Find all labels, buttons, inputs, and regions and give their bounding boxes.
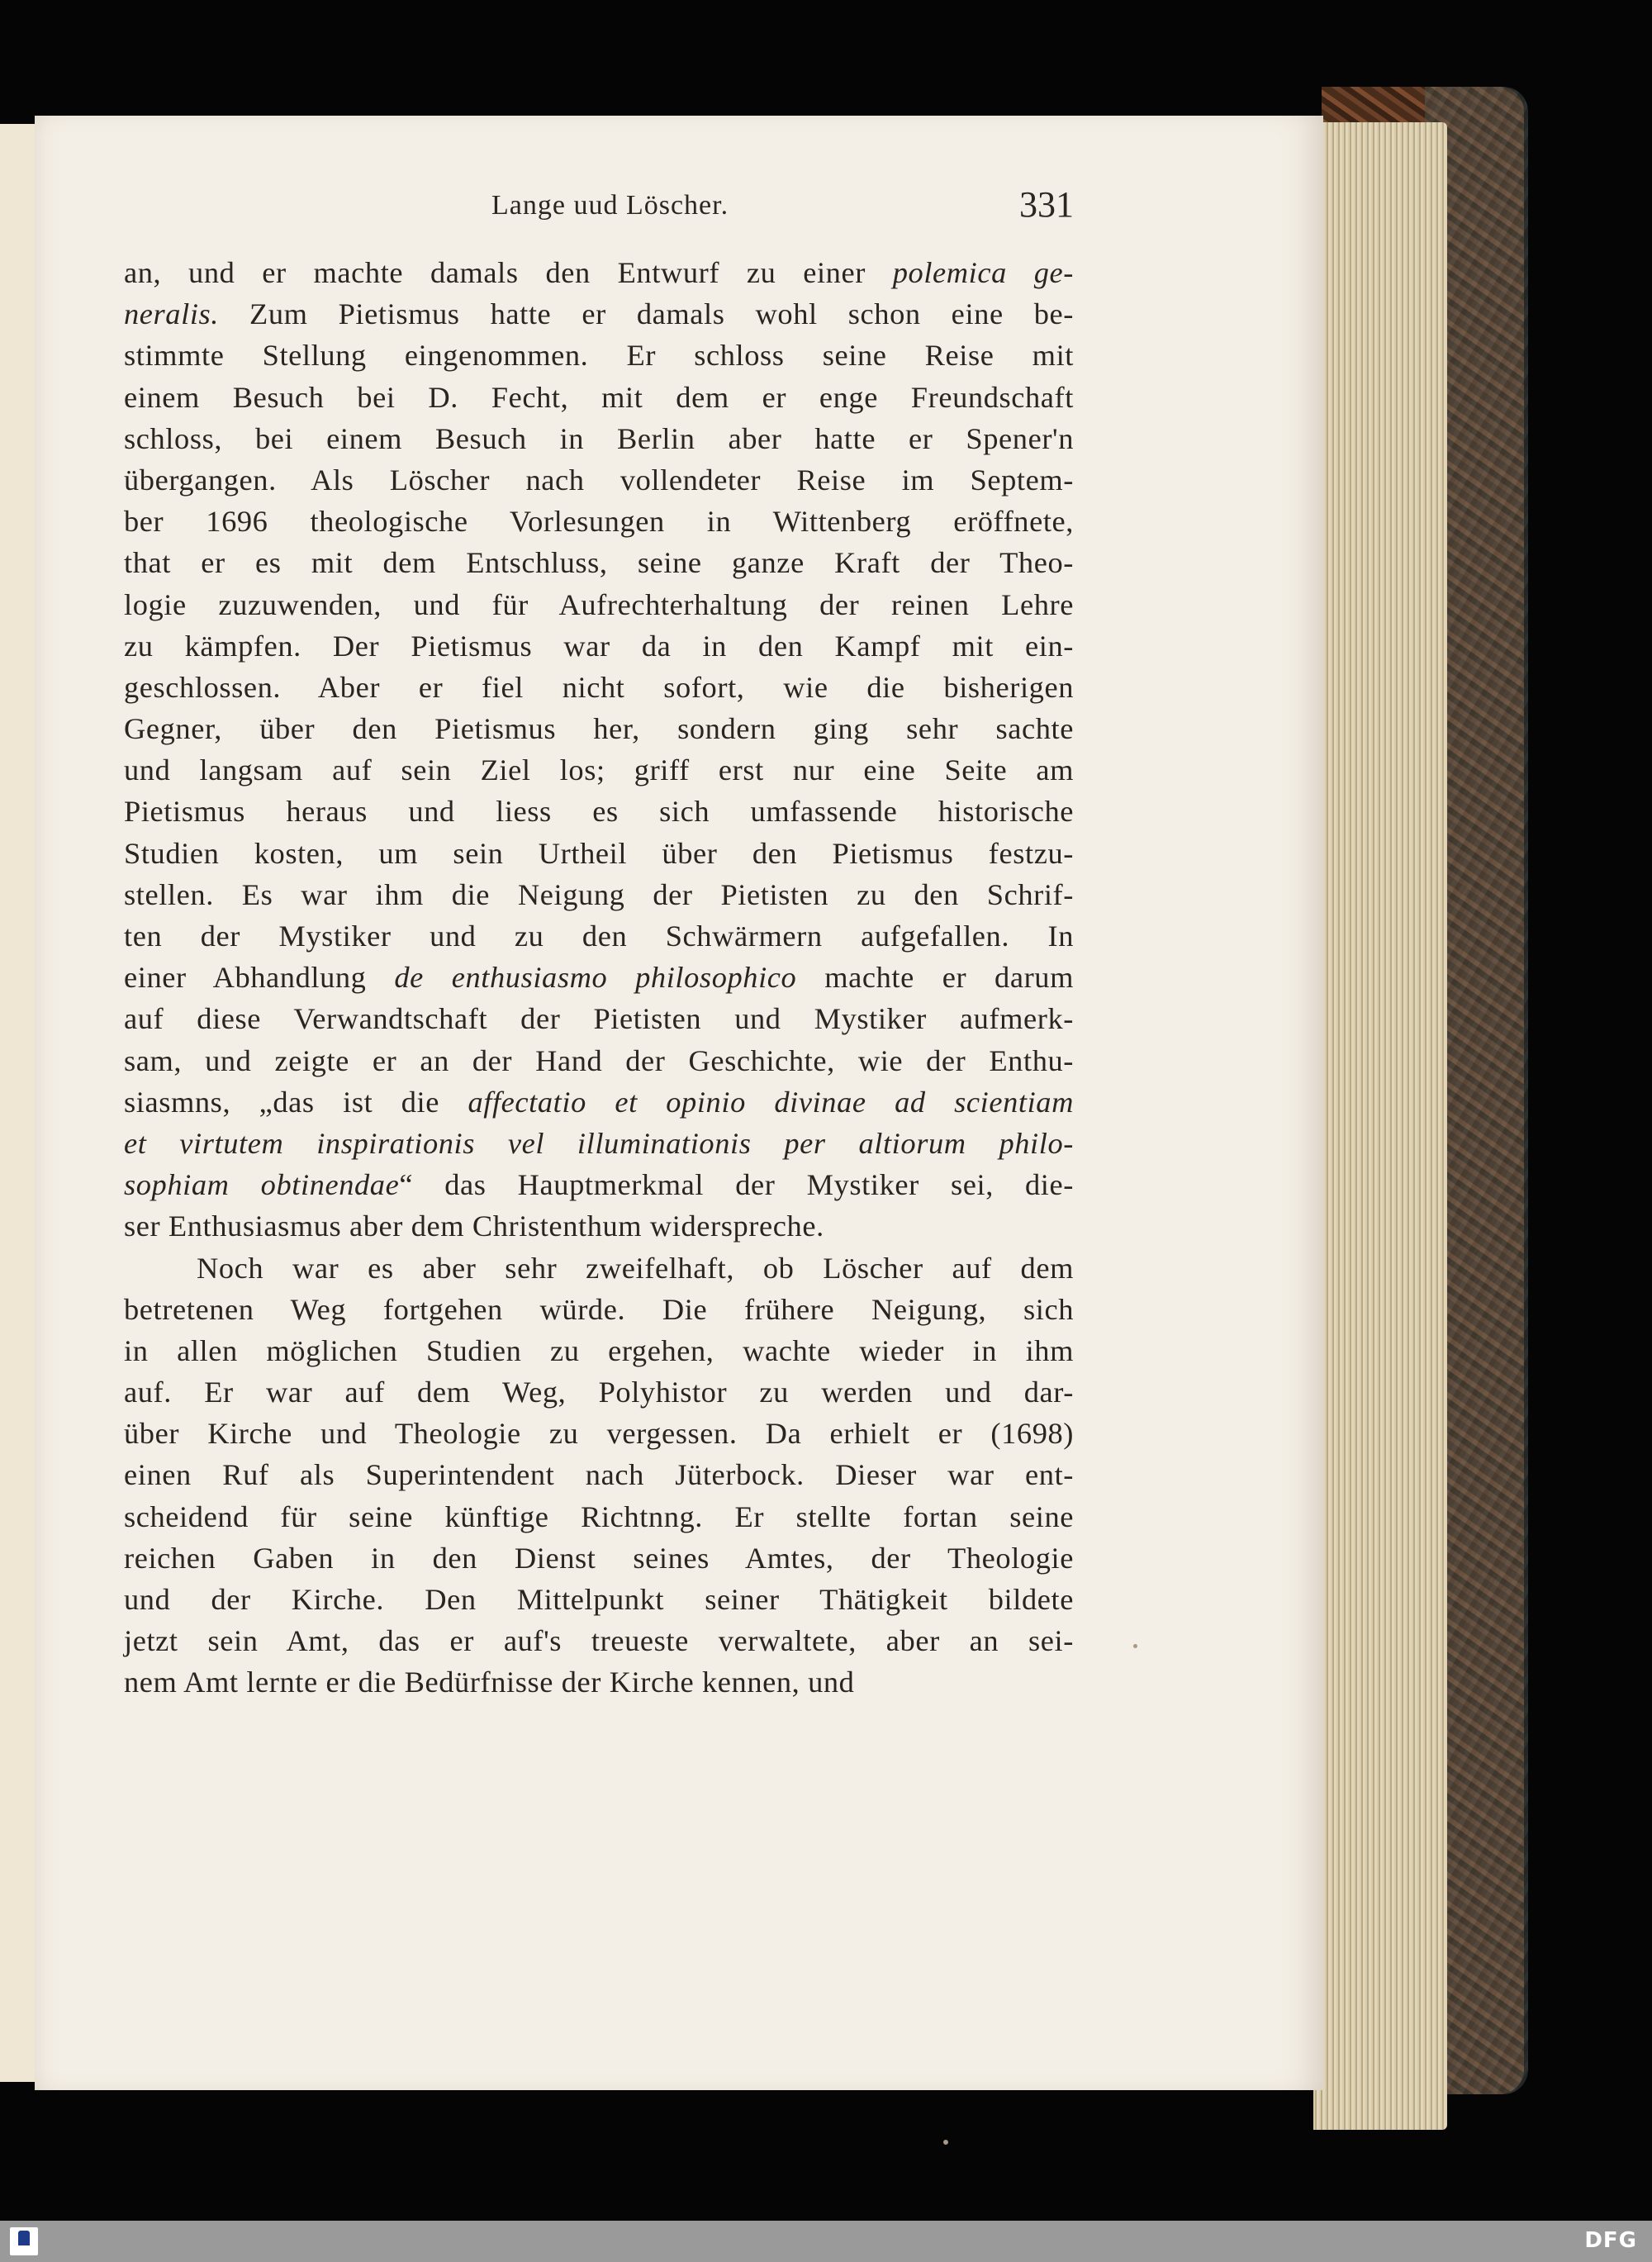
text-line <box>124 252 1074 293</box>
text-segment: jetzt sein Amt, das er auf's treueste verwaltete, aber an sei- <box>124 1624 1074 1658</box>
italic-segment: polemica ge- <box>892 256 1074 289</box>
italic-segment: affectatio et opinio divinae ad scientiam <box>468 1085 1074 1119</box>
text-segment: siasmns, „das ist die <box>124 1085 468 1119</box>
italic-segment: et virtutem inspirationis vel illuminationis per altiorum philo- <box>124 1126 1074 1160</box>
text-segment: einem Besuch bei D. Fecht, mit dem er enge Freundschaft <box>124 380 1074 414</box>
text-line <box>124 1247 1074 1289</box>
text-segment: ber 1696 theologische Vorlesungen in Wittenberg eröffnete, <box>124 505 1074 539</box>
text-line <box>124 874 1074 915</box>
running-head <box>116 184 1074 240</box>
text-line <box>124 1040 1074 1081</box>
text-segment: an, und er machte damals den Entwurf zu einer <box>124 256 893 289</box>
text-segment: Pietismus heraus und liess es sich umfassende historische <box>124 795 1074 829</box>
dfg-logo: DFG <box>1584 2228 1637 2253</box>
text-line <box>124 1454 1074 1495</box>
text-line <box>124 501 1074 542</box>
text-line <box>124 293 1074 335</box>
text-line <box>124 459 1074 501</box>
text-line <box>124 584 1074 625</box>
text-line <box>124 1205 1074 1247</box>
text-line <box>124 1289 1074 1330</box>
text-line <box>124 1620 1074 1661</box>
text-line <box>124 833 1074 874</box>
text-segment: einer Abhandlung <box>124 961 395 995</box>
text-segment: betretenen Weg fortgehen würde. Die frühere Neigung, sich <box>124 1292 1074 1326</box>
text-line <box>124 1164 1074 1205</box>
text-line <box>124 708 1074 749</box>
text-segment: sam, und zeigte er an der Hand der Geschichte, wie der Enthu- <box>124 1043 1074 1077</box>
text-segment: und langsam auf sein Ziel los; griff erst nur eine Seite am <box>124 753 1074 787</box>
text-segment: scheidend für seine künftige Richtnng. Er stellte fortan seine <box>124 1499 1074 1533</box>
text-line <box>124 1413 1074 1454</box>
text-segment: Gegner, über den Pietismus her, sondern ging sehr sachte <box>124 712 1074 746</box>
text-segment: auf diese Verwandtschaft der Pietisten und Mystiker aufmerk- <box>124 1002 1074 1036</box>
italic-segment: de enthusiasmo philosophico <box>394 961 797 995</box>
text-segment: stellen. Es war ihm die Neigung der Pietisten zu den Schrif- <box>124 877 1074 911</box>
text-line <box>124 791 1074 832</box>
text-line <box>124 1579 1074 1620</box>
library-logo-icon <box>10 2227 38 2255</box>
text-segment: über Kirche und Theologie zu vergessen. Da erhielt er (1698) <box>124 1417 1074 1451</box>
page-block-edge <box>1313 122 1447 2130</box>
paper-speck <box>943 2140 948 2145</box>
body-text <box>124 252 1074 1704</box>
text-line <box>124 1081 1074 1123</box>
text-line <box>124 1123 1074 1164</box>
text-line <box>124 915 1074 957</box>
paper-speck <box>1133 1644 1137 1648</box>
text-segment: auf. Er war auf dem Weg, Polyhistor zu werden und dar- <box>124 1376 1074 1409</box>
text-segment: übergangen. Als Löscher nach vollendeter Reise im Septem- <box>124 463 1074 497</box>
text-line <box>124 625 1074 667</box>
page-number: 331 <box>1019 184 1074 225</box>
text-segment: schloss, bei einem Besuch in Berlin aber hatte er Spener'n <box>124 421 1074 455</box>
text-line <box>124 1496 1074 1537</box>
running-title: Lange uud Löscher. <box>491 190 729 221</box>
text-segment: Noch war es aber sehr zweifelhaft, ob Löscher auf dem <box>197 1251 1074 1285</box>
text-segment: stimmte Stellung eingenommen. Er schloss seine Reise mit <box>124 339 1074 373</box>
text-line <box>124 542 1074 583</box>
text-segment: einen Ruf als Superintendent nach Jüterbock. Dieser war ent- <box>124 1458 1074 1492</box>
text-line <box>124 749 1074 791</box>
text-segment: zu kämpfen. Der Pietismus war da in den Kampf mit ein- <box>124 629 1074 663</box>
text-line <box>124 1537 1074 1579</box>
text-line <box>124 377 1074 418</box>
text-segment: “ das Hauptmerkmal der Mystiker sei, die- <box>399 1168 1074 1202</box>
text-segment: ten der Mystiker und zu den Schwärmern aufgefallen. In <box>124 920 1074 953</box>
text-line <box>124 667 1074 708</box>
text-line <box>124 418 1074 459</box>
text-segment: und der Kirche. Den Mittelpunkt seiner Thätigkeit bildete <box>124 1583 1074 1616</box>
text-line <box>124 998 1074 1039</box>
text-line <box>124 1661 1074 1703</box>
text-segment: nem Amt lernte er die Bedürfnisse der Kirche kennen, und <box>124 1666 855 1699</box>
italic-segment: neralis. <box>124 297 219 331</box>
text-segment: logie zuzuwenden, und für Aufrechterhaltung der reinen Lehre <box>124 587 1074 621</box>
left-page-edge <box>0 124 36 2082</box>
text-segment: geschlossen. Aber er fiel nicht sofort, wie die bisherigen <box>124 670 1074 704</box>
text-segment: Studien kosten, um sein Urtheil über den Pietismus festzu- <box>124 836 1074 870</box>
text-segment: machte er darum <box>796 961 1074 995</box>
text-segment: ser Enthusiasmus aber dem Christenthum widerspreche. <box>124 1209 824 1243</box>
text-line <box>124 335 1074 376</box>
italic-segment: sophiam obtinendae <box>124 1168 400 1202</box>
viewer-footer-bar <box>0 2221 1652 2262</box>
text-segment: in allen möglichen Studien zu ergehen, wachte wieder in ihm <box>124 1333 1074 1367</box>
text-segment: Zum Pietismus hatte er damals wohl schon eine be- <box>219 297 1074 331</box>
text-line <box>124 1330 1074 1371</box>
text-segment: that er es mit dem Entschluss, seine ganze Kraft der Theo- <box>124 546 1074 580</box>
text-line <box>124 1371 1074 1413</box>
text-line <box>124 957 1074 998</box>
text-segment: reichen Gaben in den Dienst seines Amtes, der Theologie <box>124 1541 1074 1575</box>
